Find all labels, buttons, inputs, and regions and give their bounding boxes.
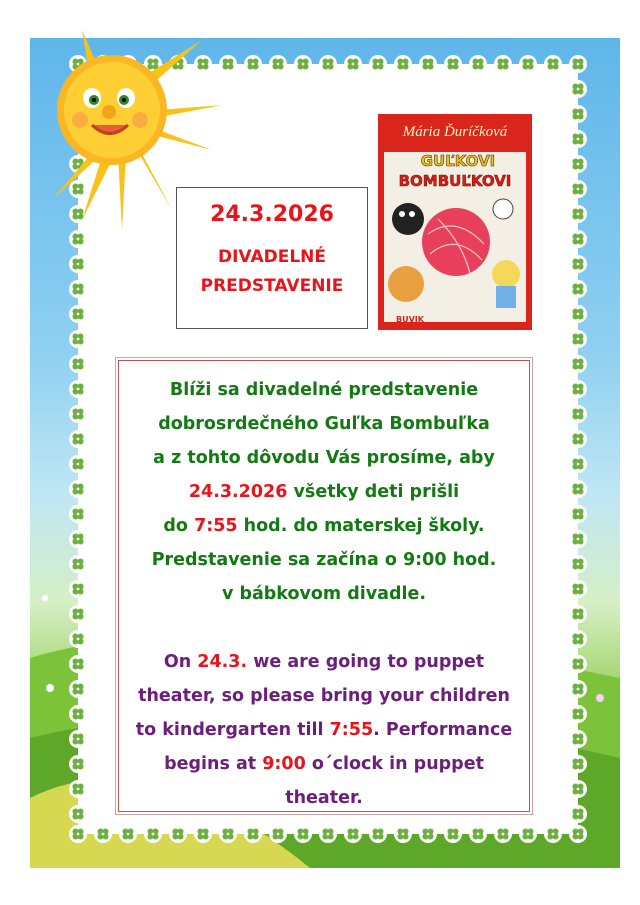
- border-flower: [69, 255, 87, 273]
- border-flower: [569, 305, 587, 323]
- border-flower: [569, 780, 587, 798]
- border-flower: [569, 555, 587, 573]
- book-publisher: BUVIK: [396, 315, 424, 324]
- border-flower: [569, 130, 587, 148]
- border-flower: [169, 825, 187, 843]
- border-flower: [419, 55, 437, 73]
- border-flower: [569, 755, 587, 773]
- border-flower: [119, 825, 137, 843]
- border-flower: [294, 825, 312, 843]
- border-flower: [569, 580, 587, 598]
- en-line-1-post: we are going to puppet: [247, 652, 485, 672]
- border-flower: [569, 530, 587, 548]
- border-flower: [569, 280, 587, 298]
- event-date: 24.3.2026: [210, 202, 334, 227]
- border-flower: [544, 55, 562, 73]
- border-flower: [69, 430, 87, 448]
- border-flower: [344, 55, 362, 73]
- border-flower: [569, 825, 587, 843]
- sk-line-4: [119, 475, 529, 509]
- border-flower: [69, 380, 87, 398]
- sk-line-4-rest: všetky deti prišli: [287, 482, 460, 502]
- border-flower: [269, 55, 287, 73]
- border-flower: [69, 530, 87, 548]
- border-flower: [569, 455, 587, 473]
- border-flower: [444, 825, 462, 843]
- en-line-2: theater, so please bring your children: [138, 686, 510, 706]
- sk-line-5-pre: do: [163, 516, 195, 536]
- border-flower: [569, 230, 587, 248]
- border-flower: [69, 330, 87, 348]
- border-flower: [294, 55, 312, 73]
- book-title-line2: BOMBUĽKOVI: [398, 172, 512, 190]
- sk-arrival-time: 7:55: [194, 516, 238, 536]
- border-flower: [569, 505, 587, 523]
- en-arrival-time: 7:55: [329, 720, 374, 740]
- en-date: 24.3.: [197, 652, 248, 672]
- border-flower: [69, 480, 87, 498]
- en-line-5: theater.: [285, 788, 363, 808]
- border-flower: [69, 605, 87, 623]
- border-flower: [394, 825, 412, 843]
- en-start-time: 9:00: [262, 754, 306, 774]
- border-flower: [69, 355, 87, 373]
- border-flower: [569, 380, 587, 398]
- border-flower: [569, 55, 587, 73]
- border-flower: [69, 505, 87, 523]
- border-flower: [469, 55, 487, 73]
- border-flower: [569, 205, 587, 223]
- en-line-1-pre: On: [163, 652, 198, 672]
- border-flower: [69, 455, 87, 473]
- border-flower: [369, 825, 387, 843]
- sk-line-3: a z tohto dôvodu Vás prosíme, aby: [153, 448, 495, 468]
- border-flower: [569, 330, 587, 348]
- border-flower: [569, 805, 587, 823]
- border-flower: [369, 55, 387, 73]
- sk-line-5-post: hod. do materskej školy.: [237, 516, 485, 536]
- border-flower: [444, 55, 462, 73]
- border-flower: [244, 55, 262, 73]
- border-flower: [69, 730, 87, 748]
- border-flower: [244, 825, 262, 843]
- border-flower: [69, 630, 87, 648]
- border-flower: [569, 655, 587, 673]
- border-flower: [569, 405, 587, 423]
- border-flower: [569, 605, 587, 623]
- border-flower: [494, 825, 512, 843]
- border-flower: [219, 825, 237, 843]
- en-line-4: [119, 747, 529, 781]
- border-flower: [569, 80, 587, 98]
- en-line-3-pre: to kindergarten till: [135, 720, 330, 740]
- border-flower: [319, 825, 337, 843]
- border-flower: [69, 705, 87, 723]
- book-title-line1: GUĽKOVI: [420, 152, 496, 170]
- border-flower: [69, 680, 87, 698]
- en-line-3-post: . Performance: [373, 720, 513, 740]
- border-flower: [69, 755, 87, 773]
- border-flower: [519, 55, 537, 73]
- border-flower: [569, 430, 587, 448]
- border-flower: [569, 630, 587, 648]
- border-flower: [569, 105, 587, 123]
- en-line-4-pre: begins at: [164, 754, 263, 774]
- message-box: [118, 360, 530, 812]
- sk-line-1: Blíži sa divadelné predstavenie: [169, 380, 479, 400]
- border-flower: [319, 55, 337, 73]
- border-flower: [569, 255, 587, 273]
- border-flower: [544, 825, 562, 843]
- border-flower: [69, 805, 87, 823]
- book-cover: [378, 114, 532, 330]
- border-flower: [144, 825, 162, 843]
- border-flower: [394, 55, 412, 73]
- border-flower: [569, 155, 587, 173]
- border-flower: [69, 825, 87, 843]
- border-flower: [569, 705, 587, 723]
- border-flower: [69, 280, 87, 298]
- sk-date: 24.3.2026: [188, 482, 288, 502]
- book-cover-illustration: [378, 114, 532, 330]
- border-flower: [69, 580, 87, 598]
- border-flower: [194, 825, 212, 843]
- border-flower: [494, 55, 512, 73]
- sk-line-2: dobrosrdečného Guľka Bombuľka: [158, 414, 490, 434]
- border-flower: [469, 825, 487, 843]
- date-title-box: [176, 187, 368, 329]
- border-flower: [69, 655, 87, 673]
- border-flower: [69, 305, 87, 323]
- event-title-line2: PREDSTAVENIE: [200, 276, 344, 296]
- en-line-1: [119, 645, 529, 679]
- sk-line-7: v bábkovom divadle.: [221, 584, 427, 604]
- en-line-4-post: o´clock in puppet: [305, 754, 484, 774]
- sk-line-5: [119, 509, 529, 543]
- border-flower: [419, 825, 437, 843]
- sk-line-6: Predstavenie sa začína o 9:00 hod.: [151, 550, 497, 570]
- border-flower: [269, 825, 287, 843]
- book-author: Mária Ďuríčková: [402, 124, 508, 140]
- border-flower: [344, 825, 362, 843]
- border-flower: [569, 355, 587, 373]
- en-line-3: [119, 713, 529, 747]
- border-flower: [69, 405, 87, 423]
- border-flower: [519, 825, 537, 843]
- border-flower: [94, 825, 112, 843]
- border-flower: [569, 680, 587, 698]
- border-flower: [569, 180, 587, 198]
- border-flower: [569, 480, 587, 498]
- border-flower: [69, 555, 87, 573]
- border-flower: [569, 730, 587, 748]
- event-title-line1: DIVADELNÉ: [218, 247, 326, 267]
- border-flower: [69, 780, 87, 798]
